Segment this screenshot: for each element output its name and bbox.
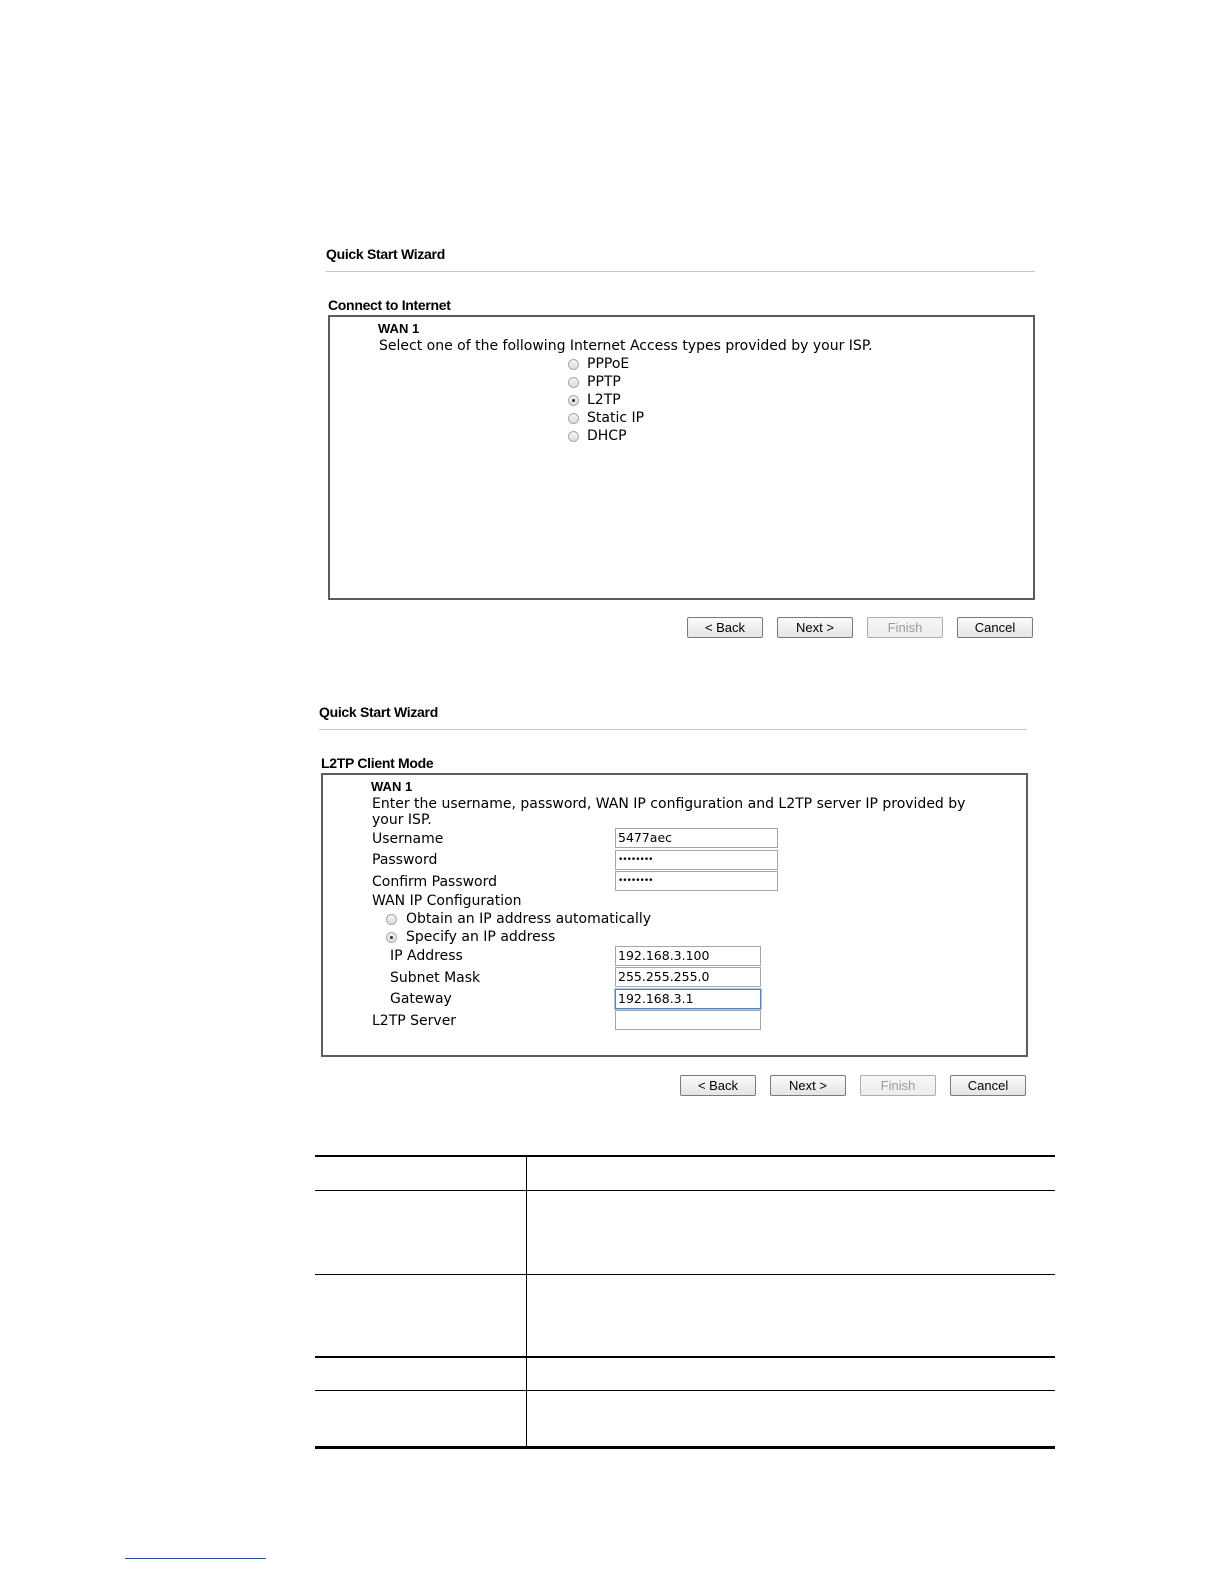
static-ip-label: Static IP [587,410,645,426]
username-input[interactable]: 5477aec [615,828,778,848]
pptp-radio[interactable] [568,377,579,388]
wizard2-back-button[interactable]: < Back [680,1075,756,1096]
wizard1-next-button[interactable]: Next > [777,617,853,638]
wizard2-divider [319,729,1027,730]
static-ip-radio[interactable] [568,413,579,424]
l2tp-server-input[interactable] [615,1010,761,1030]
wizard1-divider [326,271,1035,272]
specify-ip-label: Specify an IP address [406,929,556,945]
footer-rule [125,1558,266,1559]
pppoe-label: PPPoE [587,356,630,372]
table-row-divider [315,1356,1055,1358]
gateway-input[interactable]: 192.168.3.1 [615,989,761,1009]
wan-ip-config-label: WAN IP Configuration [372,893,522,909]
wizard2-section-title: L2TP Client Mode [321,755,434,771]
obtain-ip-auto-label: Obtain an IP address automatically [406,911,652,927]
l2tp-radio[interactable] [568,395,579,406]
obtain-ip-auto-radio[interactable] [386,914,397,925]
wizard2-next-button[interactable]: Next > [770,1075,846,1096]
l2tp-server-label: L2TP Server [372,1013,457,1029]
wizard1-cancel-button[interactable]: Cancel [957,617,1033,638]
wizard1-title: Quick Start Wizard [326,246,445,262]
wizard1-finish-button[interactable]: Finish [867,617,943,638]
ip-address-input[interactable]: 192.168.3.100 [615,946,761,966]
confirm-password-input[interactable]: •••••••• [615,871,778,891]
table-column-divider [526,1156,527,1447]
specify-ip-radio[interactable] [386,932,397,943]
dhcp-label: DHCP [587,428,627,444]
table-row-divider [315,1190,1055,1191]
dhcp-radio[interactable] [568,431,579,442]
password-label: Password [372,852,438,868]
gateway-label: Gateway [390,991,452,1007]
pptp-label: PPTP [587,374,621,390]
wizard2-title: Quick Start Wizard [319,704,438,720]
wizard1-instruction: Select one of the following Internet Access types provided by your ISP. [379,338,873,354]
l2tp-label: L2TP [587,392,621,408]
username-label: Username [372,831,444,847]
confirm-password-label: Confirm Password [372,874,498,890]
password-input[interactable]: •••••••• [615,850,778,870]
wizard2-wan-label: WAN 1 [371,779,413,794]
pppoe-radio[interactable] [568,359,579,370]
wizard2-instruction-line2: your ISP. [372,812,432,828]
subnet-mask-label: Subnet Mask [390,970,481,986]
ip-address-label: IP Address [390,948,463,964]
wizard2-instruction-line1: Enter the username, password, WAN IP configuration and L2TP server IP provided by [372,796,966,812]
wizard1-panel [328,315,1035,600]
table-top-border [315,1155,1055,1157]
table-row-divider [315,1274,1055,1275]
wizard1-section-title: Connect to Internet [328,297,451,313]
wizard2-panel [321,773,1028,1057]
wizard1-wan-label: WAN 1 [378,321,420,336]
wizard2-finish-button[interactable]: Finish [860,1075,936,1096]
wizard2-cancel-button[interactable]: Cancel [950,1075,1026,1096]
wizard1-back-button[interactable]: < Back [687,617,763,638]
table-row-divider [315,1390,1055,1391]
subnet-mask-input[interactable]: 255.255.255.0 [615,967,761,987]
table-bottom-border [315,1446,1055,1449]
